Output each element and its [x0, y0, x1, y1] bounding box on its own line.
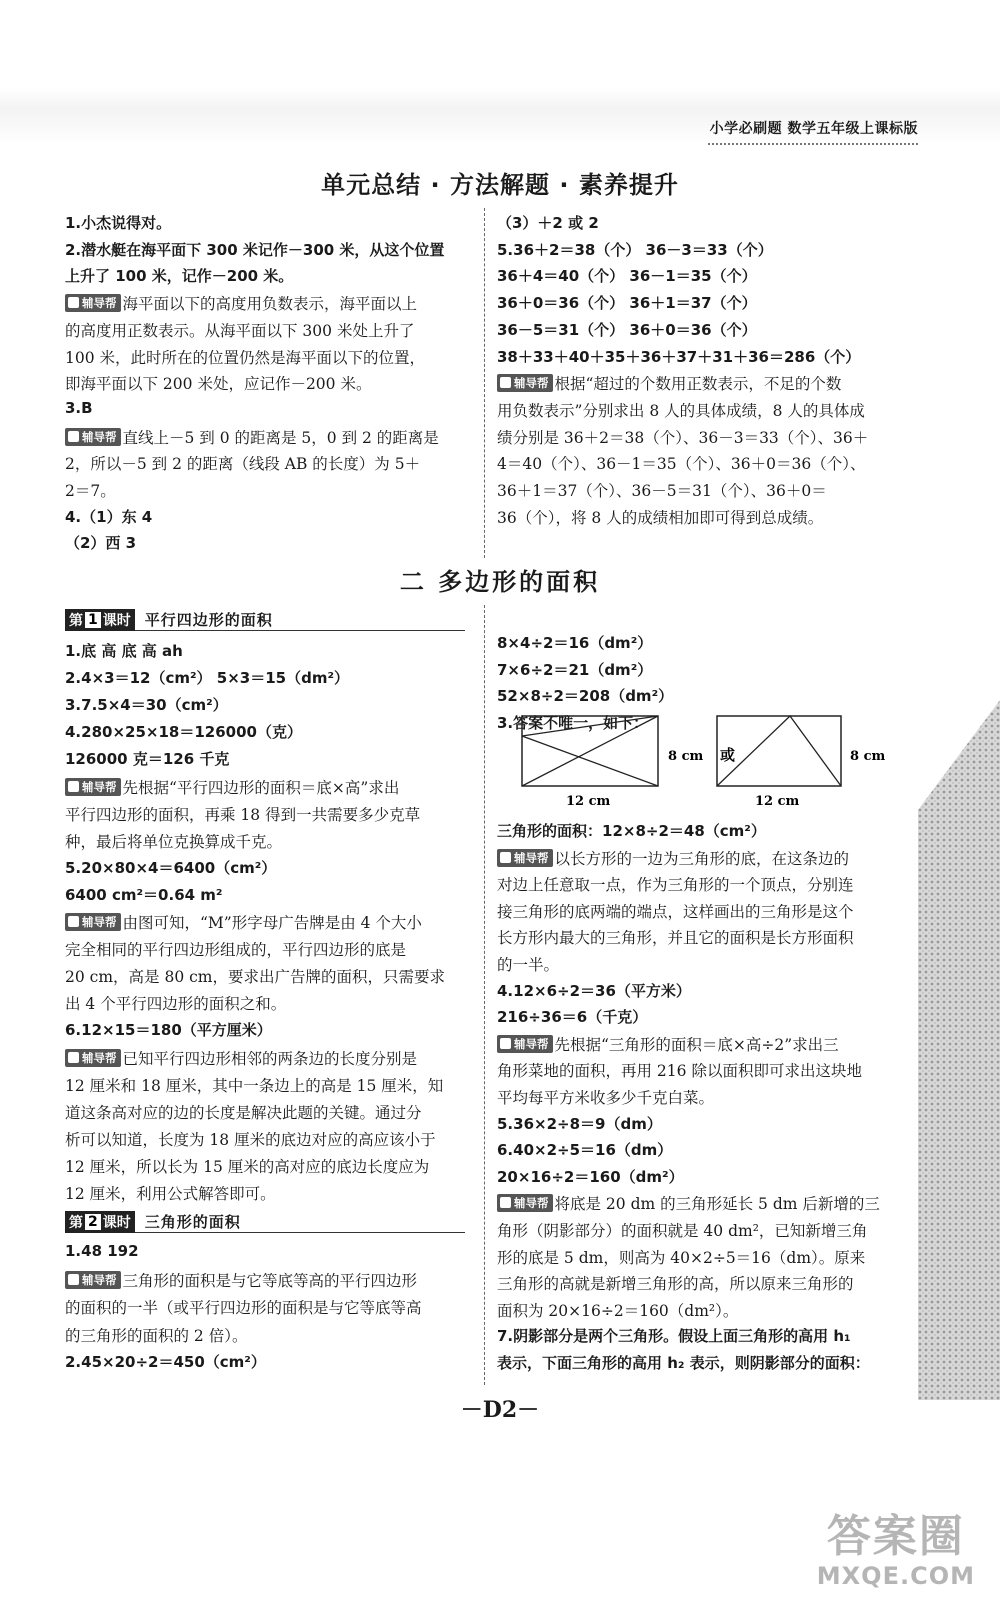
helper-tag: [65, 1049, 121, 1067]
explanation-line: [65, 372, 371, 394]
helper-tag-icon: [68, 431, 79, 442]
line-text: 20×16÷2＝160（dm²）: [497, 1167, 684, 1186]
answer-line: [65, 667, 349, 688]
helper-tag-icon: [68, 916, 79, 927]
line-text: 6.40×2÷5＝16（dm）: [497, 1141, 673, 1160]
column-divider-bottom: [484, 605, 485, 1385]
chapter-title: 二 多边形的面积: [399, 568, 601, 596]
line-text: 2.潜水艇在海平面下 300 米记作－300 米，从这个位置: [65, 240, 445, 259]
line-text: 角形（阴影部分）的面积就是 40 dm²，已知新增三角: [497, 1222, 868, 1240]
explanation-line: [497, 452, 865, 474]
lesson-2-suffix: 课时: [102, 1214, 131, 1231]
line-text: 3.7.5×4＝30（cm²）: [65, 696, 228, 715]
helper-tag-label: 辅导帮: [514, 850, 549, 865]
explanation-line: [65, 1155, 429, 1177]
answer-line: [497, 1166, 684, 1187]
explanation-line: [65, 292, 417, 314]
helper-tag-icon: [68, 297, 79, 308]
line-text: 三角形的高就是新增三角形的高，所以原来三角形的: [497, 1275, 854, 1294]
lesson-2-number: 2: [85, 1214, 101, 1230]
answer-line: [497, 980, 691, 1001]
lesson-1-header: [65, 609, 465, 631]
line-text: 完全相同的平行四边形组成的，平行四边形的底是: [65, 941, 407, 960]
explanation-line: [497, 372, 841, 394]
explanation-line: [65, 1269, 417, 1291]
answer-line: [497, 820, 766, 841]
line-text: 100 米，此时所在的位置仍然是海平面以下的位置，: [65, 348, 426, 367]
explanation-line: [497, 1192, 880, 1214]
line-text: 7.阴影部分是两个三角形。假设上面三角形的高用 h₁: [497, 1327, 851, 1346]
helper-tag-label: 辅导帮: [82, 1050, 117, 1065]
answer-line: [65, 748, 229, 769]
answer-line: [497, 1139, 672, 1160]
line-text: 根据“超过的个数用正数表示，不足的个数: [554, 375, 842, 394]
answer-line: [65, 1242, 139, 1260]
lesson-1-badge: [65, 609, 135, 631]
decorative-side-pattern: [918, 700, 1000, 1400]
explanation-line: [497, 426, 868, 448]
line-text: 由图可知，“M”形字母广告牌是由 4 个大小: [122, 914, 422, 932]
explanation-line: [65, 965, 445, 987]
helper-tag-icon: [68, 1274, 79, 1285]
lesson-2-header: [65, 1211, 465, 1233]
helper-tag: [65, 1271, 121, 1289]
answer-line: [65, 1019, 272, 1040]
explanation-line: [65, 479, 116, 501]
helper-tag: [65, 913, 121, 931]
line-text: 6.12×15＝180（平方厘米）: [65, 1021, 272, 1040]
explanation-line: [65, 1324, 247, 1346]
helper-tag-icon: [68, 1052, 79, 1063]
answer-line: [65, 640, 183, 661]
line-text: 4.12×6÷2＝36（平方米）: [497, 981, 691, 1000]
line-text: 5.36×2÷8＝9（dm）: [497, 1114, 662, 1133]
helper-tag-icon: [500, 852, 511, 863]
explanation-line: [497, 1033, 839, 1055]
line-text: 已知平行四边形相邻的两条边的长度分别是: [122, 1049, 418, 1068]
answer-line: [65, 265, 293, 286]
figure-or-label: 或: [720, 746, 736, 764]
lesson-2-badge: [65, 1211, 135, 1233]
answer-line: [65, 721, 302, 742]
answer-line: [497, 239, 773, 260]
explanation-line: [65, 938, 406, 960]
answer-line: [497, 265, 757, 286]
lesson-1-title: 平行四边形的面积: [144, 611, 273, 629]
helper-tag-icon: [500, 1038, 511, 1049]
figure-left-width-label: 12 cm: [566, 794, 611, 809]
lesson-1-prefix: 第: [69, 612, 83, 629]
line-text: 的一半。: [497, 956, 560, 974]
answer-line: [65, 399, 93, 417]
explanation-line: [65, 346, 425, 368]
helper-tag-icon: [500, 377, 511, 388]
answer-line: [65, 884, 223, 905]
helper-tag-label: 辅导帮: [82, 296, 117, 311]
line-text: 的面积的一半（或平行四边形的面积是与它等底等高: [65, 1299, 422, 1318]
answer-line: [65, 1351, 266, 1372]
line-text: 1.底 高 底 高 ah: [65, 642, 183, 660]
explanation-line: [65, 1101, 422, 1123]
line-text: （3）＋2 或 2: [497, 214, 599, 232]
line-text: 36－5＝31（个） 36＋0＝36（个）: [497, 320, 757, 339]
line-text: 36＋4＝40（个） 36－1＝35（个）: [497, 267, 757, 286]
column-divider-top: [484, 208, 485, 558]
line-text: 4.（1）东 4: [65, 507, 153, 526]
explanation-line: [65, 992, 286, 1014]
answer-line: [497, 1325, 851, 1346]
lesson-2-title: 三角形的面积: [144, 1213, 241, 1231]
explanation-line: [65, 803, 420, 825]
figure-left: [522, 716, 703, 809]
line-text: 36（个），将 8 人的成绩相加即可得到总成绩。: [497, 508, 824, 527]
line-text: 52×8÷2＝208（dm²）: [497, 687, 674, 705]
line-text: 2.45×20÷2＝450（cm²）: [65, 1352, 266, 1371]
explanation-line: [65, 776, 399, 798]
line-text: 3.B: [65, 398, 93, 417]
helper-tag-label: 辅导帮: [514, 376, 549, 391]
line-text: 平行四边形的面积，再乘 18 得到一共需要多少克草: [65, 805, 421, 824]
line-text: 三角形的面积是与它等底等高的平行四边形: [122, 1272, 418, 1291]
lesson-1-number: 1: [85, 612, 101, 628]
line-text: 析可以知道，长度为 18 厘米的底边对应的高应该小于: [65, 1130, 436, 1149]
answer-line: [65, 532, 136, 553]
helper-tag-label: 辅导帮: [82, 915, 117, 929]
answer-line: [497, 632, 652, 653]
line-text: 1.48 192: [65, 1242, 139, 1260]
line-text: （2）西 3: [65, 534, 137, 553]
explanation-line: [497, 1059, 862, 1081]
explanation-line: [497, 506, 823, 528]
answer-line: [497, 685, 673, 706]
answer-line: [65, 857, 276, 878]
answer-line: [497, 659, 652, 680]
line-text: 12 厘米和 18 厘米，其中一条边上的高是 15 厘米，知: [65, 1076, 444, 1095]
unit-summary-title: 单元总结 · 方法解题 · 素养提升: [321, 171, 679, 199]
explanation-line: [65, 319, 414, 341]
line-text: 5.36＋2＝38（个） 36－3＝33（个）: [497, 240, 773, 259]
helper-tag-label: 辅导帮: [82, 1273, 117, 1288]
explanation-line: [497, 900, 854, 922]
line-text: 216÷36＝6（千克）: [497, 1008, 648, 1027]
line-text: 先根据“三角形的面积＝底×高÷2”求出三: [554, 1035, 839, 1054]
helper-tag-label: 辅导帮: [82, 429, 117, 444]
answer-line: [497, 292, 757, 313]
answer-line: [65, 506, 152, 527]
line-text: 先根据“平行四边形的面积＝底×高”求出: [122, 778, 400, 797]
line-text: 的三角形的面积的 2 倍）。: [65, 1326, 248, 1345]
line-text: 面积为 20×16÷2＝160（dm²）。: [497, 1301, 739, 1320]
line-text: 形的底是 5 dm，则高为 40×2÷5＝16（dm）。原来: [497, 1248, 866, 1267]
answer-line: [497, 1113, 662, 1134]
answer-line: [497, 212, 599, 233]
line-text: 将底是 20 dm 的三角形延长 5 dm 后新增的三: [554, 1195, 880, 1214]
line-text: 对边上任意取一点，作为三角形的一个顶点，分别连: [497, 876, 854, 895]
line-text: 20 cm，高是 80 cm，要求出广告牌的面积，只需要求: [65, 968, 445, 987]
explanation-line: [65, 1128, 436, 1150]
line-text: 8×4÷2＝16（dm²）: [497, 634, 653, 652]
line-text: 角形菜地的面积，再用 216 除以面积即可求出这块地: [497, 1062, 862, 1081]
answer-line: [65, 239, 444, 260]
answer-line: [497, 319, 757, 340]
answer-line: [65, 212, 171, 233]
line-text: 道这条高对应的边的长度是解决此题的关键。通过分: [65, 1103, 422, 1122]
line-text: 种，最后将单位克换算成千克。: [65, 832, 283, 851]
line-text: 上升了 100 米，记作－200 米。: [65, 267, 294, 286]
figure-right: [715, 716, 885, 809]
helper-tag: [497, 849, 553, 867]
helper-tag: [497, 1194, 553, 1212]
figure-left-height-label: 8 cm: [668, 749, 704, 764]
watermark-text: 答案圈: [826, 1511, 965, 1562]
rectangle-triangle-figures: [510, 708, 910, 812]
explanation-line: [65, 1296, 422, 1318]
line-text: 2.4×3＝12（cm²） 5×3＝15（dm²）: [65, 669, 350, 688]
line-text: 直线上－5 到 0 的距离是 5，0 到 2 的距离是: [122, 428, 439, 447]
watermark-url: MXQE.COM: [816, 1562, 975, 1590]
helper-tag: [65, 778, 121, 796]
line-text: 12 厘米，利用公式解答即可。: [65, 1185, 276, 1203]
figure-right-height-label: 8 cm: [850, 749, 886, 764]
line-text: 即海平面以下 200 米处，应记作－200 米。: [65, 375, 372, 394]
line-text: 12 厘米，所以长为 15 厘米的高对应的底边长度应为: [65, 1157, 430, 1176]
explanation-line: [497, 1246, 865, 1268]
explanation-line: [497, 479, 827, 501]
line-text: 以长方形的一边为三角形的底，在这条边的: [554, 849, 850, 868]
explanation-line: [65, 1074, 443, 1096]
explanation-line: [497, 847, 849, 869]
answer-line: [497, 346, 860, 367]
helper-tag: [497, 1035, 553, 1053]
line-text: 36＋1＝37（个）、36－5＝31（个）、36＋0＝: [497, 482, 827, 500]
book-series-title: 小学必刷题 数学五年级上课标版: [709, 121, 918, 137]
answer-line: [65, 694, 228, 715]
explanation-line: [497, 1086, 714, 1108]
line-text: 5.20×80×4＝6400（cm²）: [65, 858, 277, 877]
line-text: 接三角形的底两端的端点，这样画出的三角形是这个: [497, 902, 854, 921]
explanation-line: [65, 452, 420, 474]
line-text: 3.答案不唯一，如下：: [497, 713, 649, 732]
line-text: 出 4 个平行四边形的面积之和。: [65, 995, 287, 1014]
helper-tag: [497, 374, 553, 392]
line-text: 38＋33＋40＋35＋36＋37＋31＋36＝286（个）: [497, 347, 861, 366]
explanation-line: [65, 1182, 276, 1204]
helper-tag: [65, 294, 121, 312]
helper-tag-label: 辅导帮: [82, 779, 117, 794]
answer-line: [497, 1006, 647, 1027]
explanation-line: [497, 926, 854, 948]
line-text: 126000 克＝126 千克: [65, 750, 230, 769]
helper-tag-icon: [68, 781, 79, 792]
figure-right-width-label: 12 cm: [755, 794, 800, 809]
line-text: 平均每平方米收多少千克白菜。: [497, 1089, 715, 1107]
line-text: 长方形内最大的三角形，并且它的面积是长方形面积: [497, 929, 854, 948]
line-text: 2＝7。: [65, 482, 116, 500]
lesson-2-prefix: 第: [69, 1214, 83, 1231]
line-text: 绩分别是 36＋2＝38（个）、36－3＝33（个）、36＋: [497, 428, 869, 447]
explanation-line: [497, 1272, 854, 1294]
line-text: 1.小杰说得对。: [65, 214, 172, 232]
explanation-line: [65, 426, 439, 448]
explanation-line: [497, 873, 854, 895]
helper-tag-label: 辅导帮: [514, 1196, 549, 1211]
explanation-line: [497, 399, 865, 421]
line-text: 36＋0＝36（个） 36＋1＝37（个）: [497, 294, 757, 313]
line-text: 用负数表示”分别求出 8 人的具体成绩，8 人的具体成: [497, 401, 865, 420]
line-text: 海平面以下的高度用负数表示，海平面以上: [122, 295, 418, 314]
line-text: 的高度用正数表示。从海平面以下 300 米处上升了: [65, 321, 415, 340]
explanation-line: [497, 953, 559, 975]
helper-tag-icon: [500, 1197, 511, 1208]
explanation-line: [65, 1047, 417, 1069]
lesson-1-suffix: 课时: [102, 612, 131, 629]
helper-tag-label: 辅导帮: [514, 1036, 549, 1051]
page-number: －D2－: [460, 1397, 540, 1423]
explanation-line: [65, 911, 422, 933]
watermark: [817, 1500, 975, 1590]
helper-tag: [65, 428, 121, 446]
explanation-line: [497, 1219, 867, 1241]
explanation-line: [497, 1299, 738, 1321]
answer-line: [497, 1352, 870, 1373]
line-text: 三角形的面积：12×8÷2＝48（cm²）: [497, 822, 766, 840]
line-text: 2，所以－5 到 2 的距离（线段 AB 的长度）为 5＋: [65, 455, 421, 474]
header-dotted-rule: [708, 143, 918, 145]
line-text: 7×6÷2＝21（dm²）: [497, 660, 653, 679]
line-text: 4.280×25×18＝126000（克）: [65, 723, 302, 742]
line-text: 表示，下面三角形的高用 h₂ 表示，则阴影部分的面积：: [497, 1354, 870, 1372]
line-text: 6400 cm²＝0.64 m²: [65, 885, 223, 904]
line-text: 4＝40（个）、36－1＝35（个）、36＋0＝36（个）、: [497, 455, 866, 474]
explanation-line: [65, 830, 282, 852]
